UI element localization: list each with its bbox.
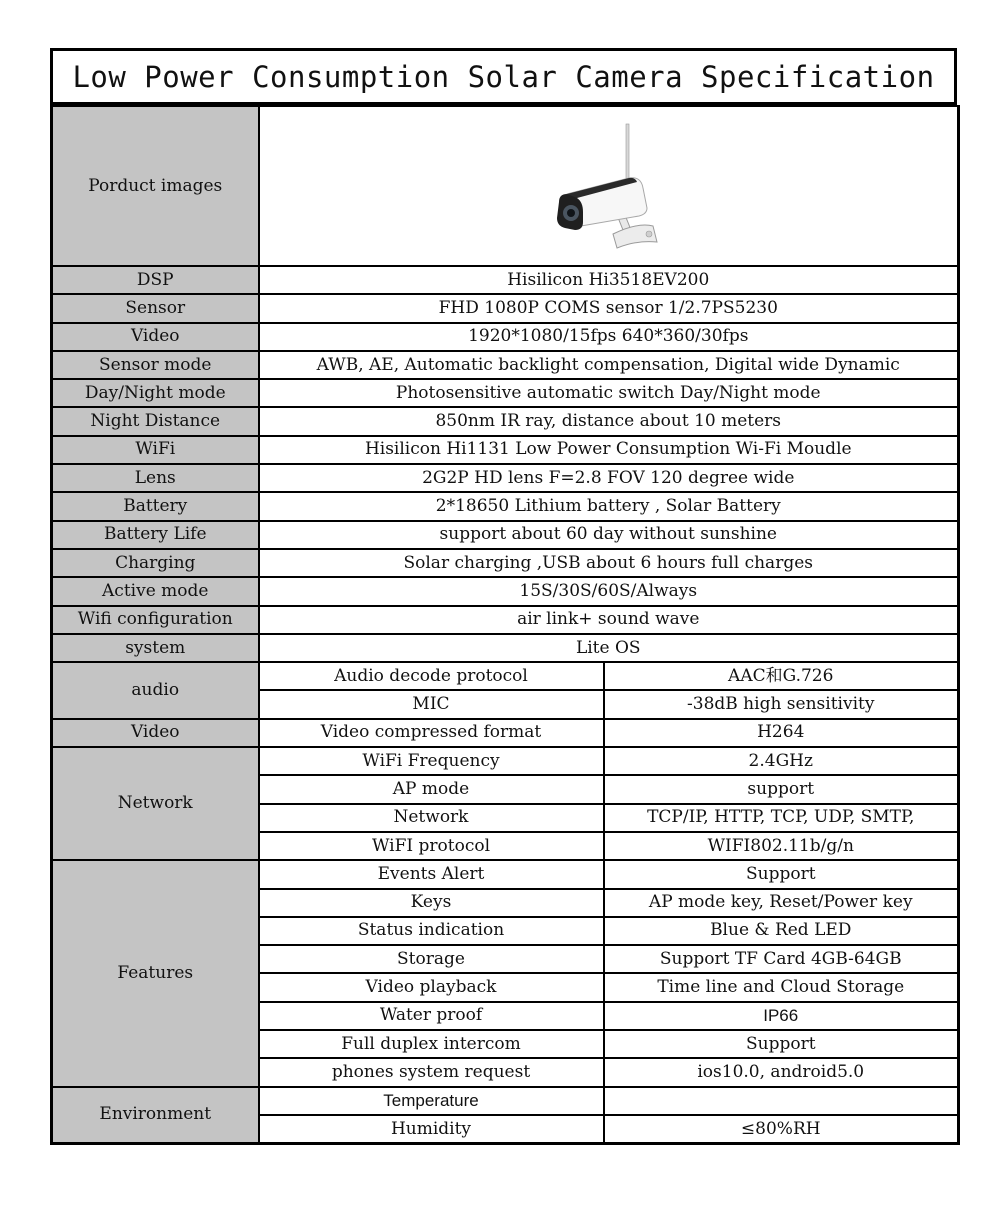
row-value: Photosensitive automatic switch Day/Night mode [259,379,959,407]
spec-row [52,492,959,520]
item-name: Video compressed format [259,719,604,747]
item-name: AP mode [259,775,604,803]
group-label: Video [52,719,259,747]
item-name: WiFi Frequency [259,747,604,775]
row-label: Charging [52,549,259,577]
item-value: ios10.0, android5.0 [604,1058,959,1086]
group-label: Environment [52,1087,259,1144]
row-value: 1920*1080/15fps 640*360/30fps [259,323,959,351]
spec-row [52,577,959,605]
row-label: Sensor mode [52,351,259,379]
item-name: Full duplex intercom [259,1030,604,1058]
spec-table [50,105,960,1145]
spec-row [52,351,959,379]
item-name: Temperature [259,1087,604,1115]
spec-row [52,464,959,492]
product-image [259,106,959,266]
item-value: -38dB high sensitivity [604,690,959,718]
item-value: Support [604,860,959,888]
row-label: WiFi [52,436,259,464]
spec-row [52,266,959,294]
row-value: 2G2P HD lens F=2.8 FOV 120 degree wide [259,464,959,492]
item-value: Blue & Red LED [604,917,959,945]
row-value: FHD 1080P COMS sensor 1/2.7PS5230 [259,294,959,322]
spec-row [52,606,959,634]
row-value: Lite OS [259,634,959,662]
item-name: phones system request [259,1058,604,1086]
spec-row [52,323,959,351]
spec-row [52,294,959,322]
row-value: support about 60 day without sunshine [259,521,959,549]
row-label: Battery [52,492,259,520]
item-value: Time line and Cloud Storage [604,973,959,1001]
page-title: Low Power Consumption Solar Camera Specification [50,48,957,105]
row-value: AWB, AE, Automatic backlight compensation, Digital wide Dynamic [259,351,959,379]
item-value: Support [604,1030,959,1058]
item-name: WiFI protocol [259,832,604,860]
item-value: support [604,775,959,803]
spec-row [52,860,959,888]
spec-row [52,379,959,407]
spec-row [52,1087,959,1115]
row-label: DSP [52,266,259,294]
spec-row [52,407,959,435]
item-value: AAC和G.726 [604,662,959,690]
item-name: Keys [259,889,604,917]
item-name: Humidity [259,1115,604,1144]
item-value: Support TF Card 4GB-64GB [604,945,959,973]
item-name: Events Alert [259,860,604,888]
group-label: Features [52,860,259,1086]
row-label: system [52,634,259,662]
row-value: 15S/30S/60S/Always [259,577,959,605]
product-image-row [52,106,959,266]
spec-row [52,747,959,775]
item-value: IP66 [604,1002,959,1030]
item-name: Status indication [259,917,604,945]
row-label: Wifi configuration [52,606,259,634]
row-label: Day/Night mode [52,379,259,407]
spec-row [52,436,959,464]
item-value: WIFI802.11b/g/n [604,832,959,860]
item-name: Storage [259,945,604,973]
row-value: Solar charging ,USB about 6 hours full charges [259,549,959,577]
item-value: AP mode key, Reset/Power key [604,889,959,917]
item-value: H264 [604,719,959,747]
row-label: Lens [52,464,259,492]
solar-camera-icon [553,122,663,250]
row-label: Active mode [52,577,259,605]
spec-row [52,549,959,577]
row-value: Hisilicon Hi3518EV200 [259,266,959,294]
item-name: MIC [259,690,604,718]
spec-sheet [50,48,957,1145]
row-value: Hisilicon Hi1131 Low Power Consumption Wi-Fi Moudle [259,436,959,464]
row-label: Sensor [52,294,259,322]
item-name: Audio decode protocol [259,662,604,690]
row-label: Video [52,323,259,351]
spec-row [52,719,959,747]
row-label: Porduct images [52,106,259,266]
group-label: audio [52,662,259,719]
row-label: Night Distance [52,407,259,435]
item-value: 2.4GHz [604,747,959,775]
item-value [604,1087,959,1115]
row-label: Battery Life [52,521,259,549]
spec-row [52,521,959,549]
row-value: 2*18650 Lithium battery , Solar Battery [259,492,959,520]
row-value: 850nm IR ray, distance about 10 meters [259,407,959,435]
row-value: air link+ sound wave [259,606,959,634]
spec-row [52,634,959,662]
group-label: Network [52,747,259,860]
item-name: Network [259,804,604,832]
item-value: TCP/IP, HTTP, TCP, UDP, SMTP, [604,804,959,832]
item-name: Water proof [259,1002,604,1030]
item-name: Video playback [259,973,604,1001]
item-value: ≤80%RH [604,1115,959,1144]
spec-row [52,662,959,690]
